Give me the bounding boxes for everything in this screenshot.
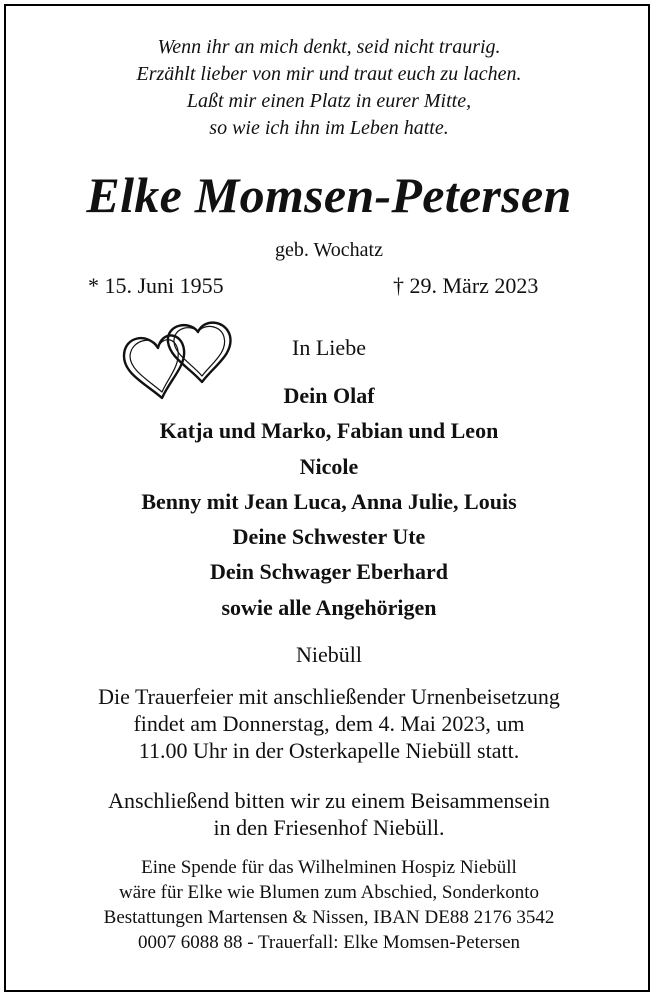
deceased-name: Elke Momsen-Petersen: [86, 167, 572, 223]
donation-line: wäre für Elke wie Blumen zum Abschied, Sonderkonto: [118, 882, 539, 903]
gathering-line: Anschließend bitten wir zu einem Beisammensein: [108, 788, 550, 813]
mourner: Dein Schwager Eberhard: [210, 559, 448, 585]
mourner: Dein Olaf: [283, 383, 375, 408]
birth-date: * 15. Juni 1955: [88, 273, 224, 298]
place-name: Niebüll: [296, 642, 362, 667]
mourners-list: [0, 378, 658, 625]
mourner: Deine Schwester Ute: [232, 524, 426, 550]
poem-line: Wenn ihr an mich denkt, seid nicht traurig.: [157, 36, 501, 58]
ceremony-line: 11.00 Uhr in der Osterkapelle Niebüll statt.: [138, 738, 520, 763]
maiden-name: geb. Wochatz: [275, 239, 383, 261]
poem-line: Erzählt lieber von mir und traut euch zu lachen.: [136, 63, 522, 85]
mourner: Benny mit Jean Luca, Anna Julie, Louis: [141, 488, 517, 514]
poem-line: Laßt mir einen Platz in eurer Mitte,: [186, 90, 472, 112]
death-date: † 29. März 2023: [393, 273, 539, 298]
mourner: Katja und Marko, Fabian und Leon: [159, 418, 499, 444]
gathering-notice: [0, 787, 658, 841]
mourner: Nicole: [299, 453, 359, 479]
in-love-label: In Liebe: [292, 335, 366, 360]
ceremony-notice: [0, 683, 658, 764]
ceremony-line: findet am Donnerstag, dem 4. Mai 2023, um: [133, 711, 525, 736]
ceremony-line: Die Trauerfeier mit anschließender Urnenbeisetzung: [98, 684, 560, 709]
donation-line: Bestattungen Martensen & Nissen, IBAN DE88 2176 3542: [103, 907, 555, 928]
poem-line: so wie ich ihn im Leben hatte.: [209, 117, 449, 139]
mourner: sowie alle Angehörigen: [221, 594, 437, 620]
poem: [0, 34, 658, 142]
donation-line: 0007 6088 88 - Trauerfall: Elke Momsen-Petersen: [137, 932, 521, 953]
donation-notice: [0, 855, 658, 955]
donation-line: Eine Spende für das Wilhelminen Hospiz Niebüll: [141, 857, 517, 878]
gathering-line: in den Friesenhof Niebüll.: [213, 815, 445, 840]
